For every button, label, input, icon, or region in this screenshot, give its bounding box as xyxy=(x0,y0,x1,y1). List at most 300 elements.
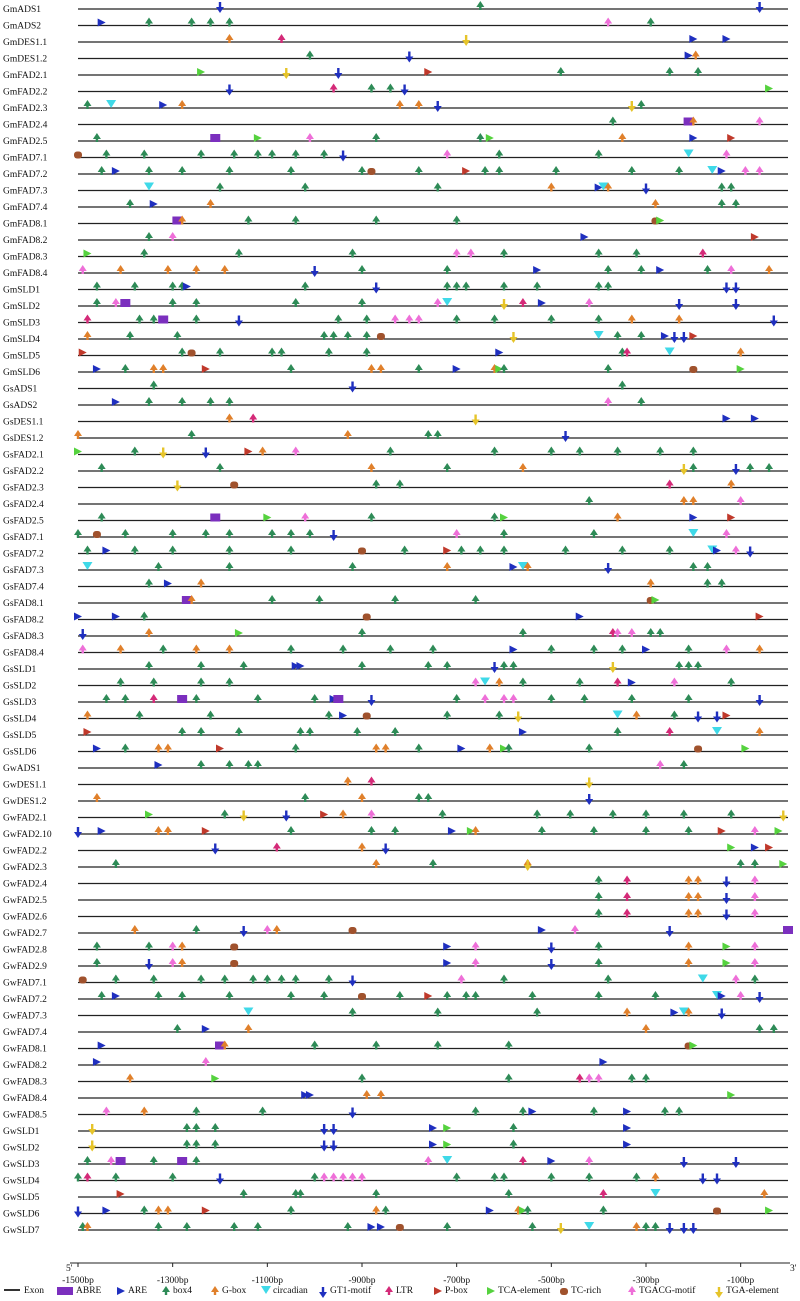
gene-row xyxy=(3,1057,788,1071)
element-marker-gt1-motif xyxy=(311,266,319,277)
element-marker-gt1-motif xyxy=(320,1141,328,1152)
gene-row xyxy=(3,51,788,65)
gene-label: GmSLD6 xyxy=(3,368,40,378)
gene-label: GmFAD7.3 xyxy=(3,186,48,197)
gene-row xyxy=(3,1008,788,1022)
element-marker-gt1-motif xyxy=(235,316,243,327)
element-marker-tc-rich xyxy=(188,350,196,357)
element-marker-gt1-motif xyxy=(713,1174,721,1185)
element-marker-tc-rich xyxy=(694,746,702,753)
element-marker-tc-rich xyxy=(230,482,238,489)
element-marker-tga-element xyxy=(509,332,517,343)
gene-row xyxy=(3,810,788,824)
gene-label: GsADS1 xyxy=(3,384,38,395)
element-marker-gt1-motif xyxy=(722,893,730,904)
gene-row xyxy=(3,1074,788,1088)
legend-swatch xyxy=(57,1287,73,1295)
element-marker-circadian xyxy=(144,183,154,191)
element-marker-circadian xyxy=(650,1189,660,1197)
element-marker-gt1-motif xyxy=(670,332,678,343)
axis-tick-label: -100bp xyxy=(727,1276,755,1286)
legend-label: ARE xyxy=(128,1286,147,1296)
element-marker-abre xyxy=(116,1157,126,1165)
element-marker-abre xyxy=(333,695,343,703)
gene-label: GmFAD7.1 xyxy=(3,153,48,164)
element-marker-gt1-motif xyxy=(756,2,764,13)
element-marker-gt1-motif xyxy=(694,712,702,723)
element-marker-circadian xyxy=(613,711,623,719)
element-marker-tc-rich xyxy=(79,977,87,984)
gene-label: GmSLD4 xyxy=(3,335,40,345)
element-marker-gt1-motif xyxy=(732,1157,740,1168)
element-marker-tga-element xyxy=(88,1124,96,1135)
gene-row xyxy=(3,67,788,81)
gene-row xyxy=(3,1140,788,1154)
element-marker-tga-element xyxy=(282,68,290,79)
gene-row xyxy=(3,381,788,395)
axis-tick-label: -500bp xyxy=(537,1276,565,1286)
element-marker-abre xyxy=(158,316,168,324)
element-marker-circadian xyxy=(688,529,698,537)
element-marker-tga-element xyxy=(159,448,167,459)
element-marker-tc-rich xyxy=(363,614,371,621)
element-marker-gt1-motif xyxy=(718,1009,726,1020)
element-marker-tc-rich xyxy=(689,366,697,373)
element-marker-gt1-motif xyxy=(680,1157,688,1168)
element-marker-gt1-motif xyxy=(722,910,730,921)
gene-row xyxy=(3,447,788,461)
element-marker-abre xyxy=(177,1157,187,1165)
gene-label: GmFAD8.2 xyxy=(3,236,48,246)
element-marker-gt1-motif xyxy=(666,1223,674,1234)
legend-label: GT1-motif xyxy=(330,1286,372,1296)
element-marker-tc-rich xyxy=(377,333,385,340)
element-marker-gt1-motif xyxy=(405,52,413,63)
element-marker-tga-element xyxy=(628,101,636,112)
gene-row xyxy=(3,694,788,708)
element-marker-circadian xyxy=(712,727,722,735)
element-marker-gt1-motif xyxy=(74,827,82,838)
gene-label: GwSLD7 xyxy=(3,1226,40,1236)
legend-label: circadian xyxy=(273,1286,308,1296)
gene-row xyxy=(3,133,788,147)
element-marker-gt1-motif xyxy=(202,448,210,459)
gene-row xyxy=(3,843,788,857)
gene-label: GwFAD8.5 xyxy=(3,1110,47,1121)
gene-row xyxy=(3,975,788,989)
element-marker-tga-element xyxy=(514,712,522,723)
element-marker-tga-element xyxy=(585,778,593,789)
legend-label: TCA-element xyxy=(498,1286,551,1296)
axis-tick-label: -1300bp xyxy=(156,1276,189,1286)
element-marker-gt1-motif xyxy=(330,1141,338,1152)
gene-label: GwFAD2.5 xyxy=(3,896,47,906)
element-marker-gt1-motif xyxy=(211,844,219,855)
element-marker-tc-rich xyxy=(367,168,375,175)
gene-row xyxy=(3,298,788,312)
gene-label: GwFAD7.4 xyxy=(3,1028,47,1038)
element-marker-gt1-motif xyxy=(722,877,730,888)
element-marker-gt1-motif xyxy=(367,695,375,706)
gene-label: GmFAD8.1 xyxy=(3,219,48,230)
element-marker-gt1-motif xyxy=(732,283,740,294)
gene-row xyxy=(3,496,788,510)
gene-row xyxy=(3,183,788,197)
gene-label: GmADS2 xyxy=(3,21,42,32)
gene-row xyxy=(3,315,788,329)
legend-item-exon xyxy=(4,1286,44,1296)
element-marker-gt1-motif xyxy=(225,85,233,96)
legend-item-g-box xyxy=(211,1286,247,1296)
gene-label: GsSLD1 xyxy=(3,665,37,675)
gene-row xyxy=(3,546,788,560)
gene-row xyxy=(3,777,788,791)
gene-label: GwSLD4 xyxy=(3,1176,40,1187)
gene-row xyxy=(3,430,788,444)
gene-row xyxy=(3,166,788,180)
gene-label: GwSLD5 xyxy=(3,1193,40,1203)
element-marker-gt1-motif xyxy=(216,1174,224,1185)
element-marker-gt1-motif xyxy=(145,959,153,970)
gene-row xyxy=(3,991,788,1005)
axis-tick-label: -1100bp xyxy=(251,1276,283,1286)
gene-label: GsFAD7.2 xyxy=(3,549,44,560)
gene-label: GmFAD2.5 xyxy=(3,137,48,147)
element-marker-abre xyxy=(120,299,130,307)
legend-label: P-box xyxy=(445,1286,468,1296)
legend-swatch xyxy=(715,1287,723,1298)
axis-tick-label: -1500bp xyxy=(62,1276,94,1286)
legend-item-are xyxy=(117,1286,147,1296)
element-marker-tga-element xyxy=(557,1223,565,1234)
gene-label: GmSLD3 xyxy=(3,318,40,329)
gene-row xyxy=(3,562,788,576)
legend-item-p-box xyxy=(434,1286,468,1296)
gene-label: GmDES1.1 xyxy=(3,38,48,48)
element-marker-tga-element xyxy=(462,35,470,46)
gene-label: GwFAD7.1 xyxy=(3,978,47,989)
gene-row xyxy=(3,628,788,642)
gene-label: GwFAD2.2 xyxy=(3,846,47,857)
gene-label: GmFAD2.1 xyxy=(3,71,48,81)
gene-label: GsSLD3 xyxy=(3,698,37,708)
gene-label: GwFAD2.10 xyxy=(3,830,52,840)
legend-item-circadian xyxy=(261,1286,308,1296)
axis-tick-label: -300bp xyxy=(632,1276,660,1286)
element-marker-gt1-motif xyxy=(339,151,347,162)
gene-label: GwADS1 xyxy=(3,764,41,774)
element-marker-tga-element xyxy=(680,464,688,475)
gene-label: GsSLD4 xyxy=(3,714,37,725)
gene-label: GsFAD8.4 xyxy=(3,648,44,659)
element-marker-tc-rich xyxy=(358,993,366,1000)
element-marker-tga-element xyxy=(779,811,787,822)
element-marker-gt1-motif xyxy=(732,299,740,310)
element-marker-gt1-motif xyxy=(382,844,390,855)
gene-row xyxy=(3,925,793,939)
gene-label: GwFAD8.4 xyxy=(3,1094,47,1104)
element-marker-gt1-motif xyxy=(320,1124,328,1135)
gene-row xyxy=(3,826,788,840)
element-marker-gt1-motif xyxy=(401,85,409,96)
element-marker-tga-element xyxy=(240,811,248,822)
gene-row xyxy=(3,1173,788,1187)
gene-row xyxy=(3,711,788,725)
gene-row xyxy=(3,1206,788,1220)
gene-label: GsFAD7.4 xyxy=(3,582,44,593)
element-marker-gt1-motif xyxy=(713,712,721,723)
gene-label: GwSLD2 xyxy=(3,1143,40,1154)
gene-label: GwFAD8.2 xyxy=(3,1061,47,1071)
element-marker-gt1-motif xyxy=(746,547,754,558)
element-marker-tga-element xyxy=(88,1141,96,1152)
legend-item-abre xyxy=(57,1286,102,1296)
element-marker-abre xyxy=(210,134,220,142)
gene-label: GmFAD2.3 xyxy=(3,104,48,114)
element-marker-gt1-motif xyxy=(491,662,499,673)
element-marker-gt1-motif xyxy=(562,431,570,442)
gene-row xyxy=(3,84,788,98)
element-marker-tc-rich xyxy=(396,1224,404,1231)
gene-label: GwDES1.2 xyxy=(3,797,47,807)
element-marker-gt1-motif xyxy=(334,68,342,79)
gene-label: GwSLD6 xyxy=(3,1209,40,1220)
gene-label: GmFAD7.2 xyxy=(3,170,48,180)
gene-row xyxy=(3,1090,788,1104)
element-marker-circadian xyxy=(594,331,604,339)
gene-row xyxy=(3,463,788,477)
legend-swatch xyxy=(261,1286,271,1294)
legend-swatch xyxy=(487,1287,495,1295)
legend xyxy=(4,1285,779,1298)
gene-label: GsFAD7.3 xyxy=(3,566,44,576)
legend-label: TGACG-motif xyxy=(639,1286,696,1296)
element-marker-gt1-motif xyxy=(330,1124,338,1135)
gene-row xyxy=(3,595,788,609)
gene-row xyxy=(3,282,788,296)
element-marker-gt1-motif xyxy=(689,1223,697,1234)
gene-row xyxy=(3,793,788,807)
legend-swatch xyxy=(319,1287,327,1298)
element-marker-tga-element xyxy=(524,860,532,871)
gene-label: GmSLD2 xyxy=(3,302,40,312)
legend-item-tga-element xyxy=(715,1286,779,1298)
element-marker-circadian xyxy=(243,1008,253,1016)
gene-row xyxy=(3,1123,788,1137)
element-marker-gt1-motif xyxy=(585,794,593,805)
element-marker-abre xyxy=(210,514,220,522)
legend-swatch xyxy=(162,1286,170,1295)
gene-label: GwFAD8.1 xyxy=(3,1044,47,1055)
position-axis xyxy=(62,1263,797,1286)
legend-swatch xyxy=(560,1288,568,1295)
legend-item-gt1-motif xyxy=(319,1285,372,1298)
element-marker-gt1-motif xyxy=(756,992,764,1003)
gene-row xyxy=(3,1041,788,1055)
gene-row xyxy=(3,1156,788,1170)
gene-row xyxy=(3,909,788,923)
gene-row xyxy=(3,645,788,659)
gene-label: GsFAD8.3 xyxy=(3,632,44,642)
gene-label: GmFAD2.4 xyxy=(3,120,48,131)
element-marker-gt1-motif xyxy=(722,283,730,294)
legend-swatch xyxy=(628,1286,636,1295)
axis-start-label: 5' xyxy=(66,1264,73,1274)
gene-label: GsDES1.1 xyxy=(3,417,44,428)
element-marker-tga-element xyxy=(609,662,617,673)
element-marker-tga-element xyxy=(173,481,181,492)
gene-label: GsFAD2.1 xyxy=(3,450,44,461)
gene-label: GwFAD2.4 xyxy=(3,879,47,890)
gene-row xyxy=(3,1189,788,1203)
element-marker-gt1-motif xyxy=(675,299,683,310)
gene-row xyxy=(3,34,788,48)
gene-label: GsFAD7.1 xyxy=(3,533,44,543)
gene-label: GwSLD3 xyxy=(3,1160,40,1170)
gene-row xyxy=(3,265,788,279)
gene-row xyxy=(3,232,788,246)
gene-row xyxy=(3,727,788,741)
legend-label: box4 xyxy=(173,1286,192,1296)
gene-label: GwFAD8.3 xyxy=(3,1077,47,1088)
axis-tick-label: -900bp xyxy=(348,1276,376,1286)
gene-row xyxy=(3,1,788,15)
gene-label: GsDES1.2 xyxy=(3,434,44,444)
gene-row xyxy=(3,892,788,906)
element-marker-gt1-motif xyxy=(732,464,740,475)
gene-label: GmFAD8.4 xyxy=(3,269,48,279)
element-marker-gt1-motif xyxy=(604,563,612,574)
gene-label: GsADS2 xyxy=(3,401,38,411)
element-marker-gt1-motif xyxy=(240,926,248,937)
legend-swatch xyxy=(117,1287,125,1295)
element-marker-gt1-motif xyxy=(79,629,87,640)
element-marker-gt1-motif xyxy=(349,1108,357,1119)
gene-row xyxy=(3,1107,788,1121)
gene-label: GmDES1.2 xyxy=(3,54,48,65)
gene-label: GmSLD5 xyxy=(3,351,40,362)
gene-label: GwFAD2.1 xyxy=(3,813,47,824)
legend-item-tc-rich xyxy=(560,1286,601,1296)
gene-label: GsFAD2.4 xyxy=(3,500,44,510)
gene-rows xyxy=(3,1,793,1236)
gene-label: GsFAD2.2 xyxy=(3,467,44,477)
gene-row xyxy=(3,199,788,213)
legend-swatch xyxy=(385,1286,393,1295)
element-marker-tga-element xyxy=(472,415,480,426)
element-marker-gt1-motif xyxy=(770,316,778,327)
element-marker-gt1-motif xyxy=(699,1174,707,1185)
element-marker-gt1-motif xyxy=(666,926,674,937)
gene-row xyxy=(3,414,788,428)
gene-label: GwFAD2.3 xyxy=(3,863,47,873)
gene-row xyxy=(3,612,788,626)
element-marker-circadian xyxy=(584,1222,594,1230)
gene-row xyxy=(3,760,788,774)
gene-row xyxy=(3,150,788,164)
gene-label: GwFAD2.8 xyxy=(3,945,47,956)
gene-label: GwFAD2.7 xyxy=(3,929,47,939)
element-marker-circadian xyxy=(106,100,116,108)
gene-label: GmSLD1 xyxy=(3,285,40,296)
legend-label: TGA-element xyxy=(726,1286,779,1296)
gene-label: GwFAD2.6 xyxy=(3,912,47,923)
legend-label: LTR xyxy=(396,1286,414,1296)
element-marker-gt1-motif xyxy=(330,530,338,541)
gene-row xyxy=(3,876,788,890)
gene-label: GsFAD2.3 xyxy=(3,483,44,494)
element-marker-tc-rich xyxy=(74,152,82,159)
gene-row xyxy=(3,348,788,362)
gene-row xyxy=(3,100,788,114)
gene-label: GsFAD2.5 xyxy=(3,516,44,527)
gene-label: GsFAD8.2 xyxy=(3,615,44,626)
gene-label: GsSLD6 xyxy=(3,747,37,758)
gene-row xyxy=(3,249,788,263)
gene-label: GsSLD5 xyxy=(3,731,37,741)
element-marker-circadian xyxy=(707,166,717,174)
element-marker-gt1-motif xyxy=(680,332,688,343)
element-marker-circadian xyxy=(684,150,694,158)
gene-label: GmADS1 xyxy=(3,5,42,15)
element-marker-abre xyxy=(783,926,793,934)
element-marker-gt1-motif xyxy=(372,283,380,294)
element-marker-gt1-motif xyxy=(547,943,555,954)
gene-label: GwSLD1 xyxy=(3,1127,40,1137)
element-marker-gt1-motif xyxy=(349,382,357,393)
element-marker-tc-rich xyxy=(349,927,357,934)
legend-swatch xyxy=(434,1287,442,1295)
gene-label: GsFAD8.1 xyxy=(3,599,44,609)
gene-label: GsSLD2 xyxy=(3,681,37,692)
legend-item-tgacg-motif xyxy=(628,1285,696,1296)
gene-row xyxy=(3,579,788,593)
gene-row xyxy=(3,1024,788,1038)
element-marker-circadian xyxy=(698,975,708,983)
gene-label: GwFAD7.3 xyxy=(3,1011,47,1022)
element-marker-gt1-motif xyxy=(74,1207,82,1218)
gene-row xyxy=(3,117,788,131)
gene-row xyxy=(3,744,788,758)
gene-row xyxy=(3,18,788,32)
element-marker-tc-rich xyxy=(93,531,101,538)
element-marker-gt1-motif xyxy=(547,959,555,970)
gene-row xyxy=(3,1222,788,1236)
element-marker-gt1-motif xyxy=(434,101,442,112)
element-marker-tc-rich xyxy=(230,944,238,951)
element-marker-circadian xyxy=(82,562,92,570)
element-marker-abre xyxy=(177,695,187,703)
legend-item-ltr xyxy=(385,1286,414,1296)
element-marker-gt1-motif xyxy=(642,184,650,195)
element-marker-circadian xyxy=(480,678,490,686)
gene-row xyxy=(3,958,788,972)
gene-row xyxy=(3,397,788,411)
gene-row xyxy=(3,513,788,527)
gene-row xyxy=(3,480,788,494)
element-marker-tc-rich xyxy=(358,548,366,555)
axis-end-label: 3' xyxy=(790,1264,797,1274)
legend-item-tca-element xyxy=(487,1286,551,1296)
legend-label: G-box xyxy=(222,1286,247,1296)
legend-label: Exon xyxy=(24,1286,45,1296)
element-marker-tga-element xyxy=(500,299,508,310)
gene-row xyxy=(3,331,788,345)
gene-label: GmFAD7.4 xyxy=(3,203,48,213)
gene-label: GwDES1.1 xyxy=(3,780,47,791)
axis-tick-label: -700bp xyxy=(443,1276,471,1286)
element-marker-circadian xyxy=(442,1156,452,1164)
